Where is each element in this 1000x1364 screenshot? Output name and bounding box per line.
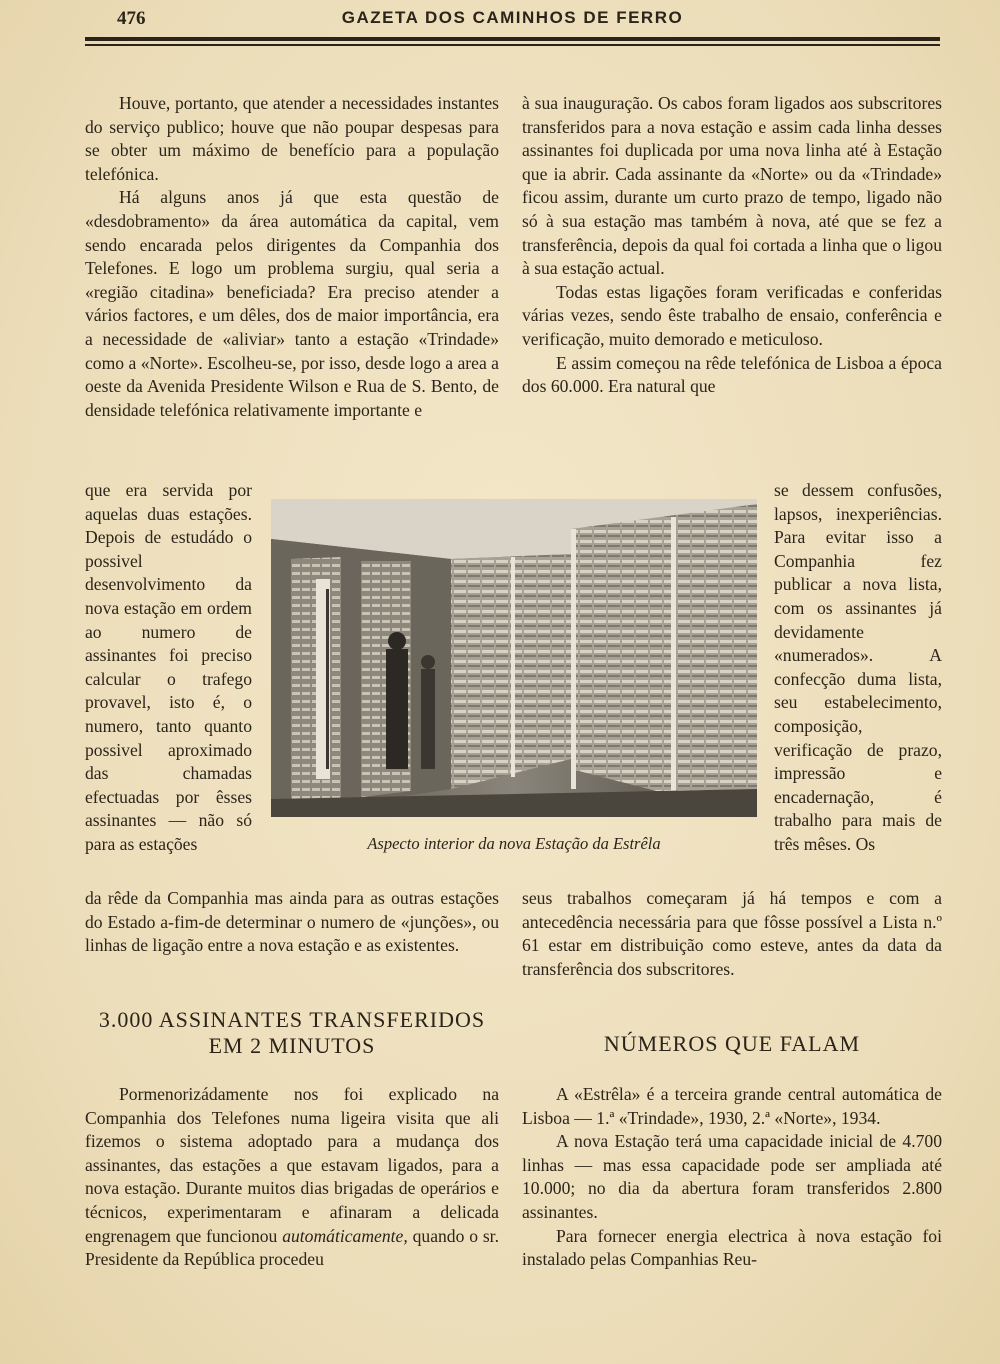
photo-illustration (271, 499, 757, 817)
left-column-bottom (85, 1083, 499, 1272)
text-run: Pormenorizádamente nos foi explicado na Companhia dos Telefones numa ligeira visita que ali fizemos o sistema adoptado para a mudança dos assinantes, das estações a que estavam ligados, para a nova estação. Durante muitos dias brigadas de operários e técnicos, experimentaram e afinaram a delicada engrenagem que funcionou (85, 1084, 499, 1246)
telephone-exchange-photo (271, 499, 757, 817)
right-wrap-text (774, 479, 942, 857)
section-heading: NÚMEROS QUE FALAM (603, 1031, 861, 1056)
paragraph: Há alguns anos já que esta questão de «desdobramento» da área automática da capital, vem sendo encarada pelos dirigentes da Companhia dos Telefones. E logo um problema surgiu, qual seria a «região citadina» beneficiada? Era preciso atender a vários factores, e um dêles, dos de maior importância, era a necessidade de «aliviar» tanto a estação «Trindade» como a «Norte». Escolheu-se, por isso, desde logo a area a oeste da Avenida Presidente Wilson e Rua de S. Bento, de densidade telefónica relativamente importante e (85, 187, 499, 420)
emphasis: automáticamente, (282, 1225, 408, 1246)
left-column-mid (85, 887, 499, 958)
paragraph: Todas estas ligações foram verificadas e conferidas várias vezes, sendo êste trabalho de ensaio, conferência e verificação, muito demorado e meticuloso. (522, 281, 942, 349)
paragraph: Houve, portanto, que atender a necessidades instantes do serviço publico; houve que não poupar despesas para se obter um máximo de benefício para a população telefónica. (85, 93, 499, 184)
paragraph: E assim começou na rêde telefónica de Lisboa a época dos 60.000. Era natural que (522, 352, 942, 397)
paragraph: Para fornecer energia electrica à nova estação foi instalado pelas Companhias Reu- (522, 1225, 942, 1270)
header-rule-thin (85, 44, 940, 46)
paragraph: que era servida por aquelas duas estações. Depois de estudádo o possivel desenvolvimento da nova estação em ordem ao numero de assinantes foi preciso calcular o trafego provavel, isto é, o numero, tanto quanto possivel aproximado das chamadas efectuadas por êsses assinantes — não só para as estações (85, 480, 252, 854)
left-wrap-text (85, 479, 252, 857)
section-heading (85, 1007, 499, 1059)
paragraph (85, 1083, 499, 1272)
paragraph: da rêde da Companhia mas ainda para as outras estações do Estado a-fim-de determinar o numero de «junções», ou linhas de ligação entre a nova estação e as existentes. (85, 888, 499, 956)
right-column-mid (522, 887, 942, 981)
heading-line: EM 2 MINUTOS (208, 1033, 376, 1058)
running-title: GAZETA DOS CAMINHOS DE FERRO (341, 8, 684, 27)
paragraph: se dessem confusões, lapsos, inexperiências. Para evitar isso a Companhia fez publicar a nova lista, com os assinantes já devidamente «numerados». A confecção duma lista, seu estabelecimento, composição, verificação de prazo, impressão e encadernação, é trabalho para mais de três mêses. Os (774, 480, 942, 854)
paragraph: seus trabalhos começaram já há tempos e com a antecedência necessária para que fôsse possível a Lista n.º 61 estar em distribuição como esteve, antes da data da transferência dos subscritores. (522, 888, 942, 979)
photo-caption: Aspecto interior da nova Estação da Estrêla (367, 834, 661, 853)
right-column-top (522, 92, 942, 399)
page-header (85, 6, 940, 34)
paragraph: A «Estrêla» é a terceira grande central automática de Lisboa — 1.ª «Trindade», 1930, 2.ª «Norte», 1934. (522, 1084, 942, 1128)
page-number: 476 (117, 8, 146, 29)
left-column-top (85, 92, 499, 422)
heading-line: 3.000 ASSINANTES TRANSFERIDOS (98, 1007, 486, 1032)
right-column-bottom (522, 1083, 942, 1272)
paragraph: à sua inauguração. Os cabos foram ligados aos subscritores transferidos para a nova estação e assim cada linha desses assinantes foi duplicada por uma nova linha até à Estação que ia abrir. Cada assinante da «Norte» ou da «Trindade» ficou assim, durante um curto prazo de tempo, ligado não só à sua estação mas também à nova, até que se fez a transferência, depois da qual foi cortada a linha que o ligou à sua estação actual. (522, 93, 942, 279)
header-rule-thick (85, 37, 940, 41)
paragraph: A nova Estação terá uma capacidade inicial de 4.700 linhas — mas essa capacidade pode ser ampliada até 10.000; no dia da abertura foram transferidos 2.800 assinantes. (522, 1131, 942, 1222)
text-run: quando o sr. Presidente da República procedeu (85, 1225, 499, 1270)
